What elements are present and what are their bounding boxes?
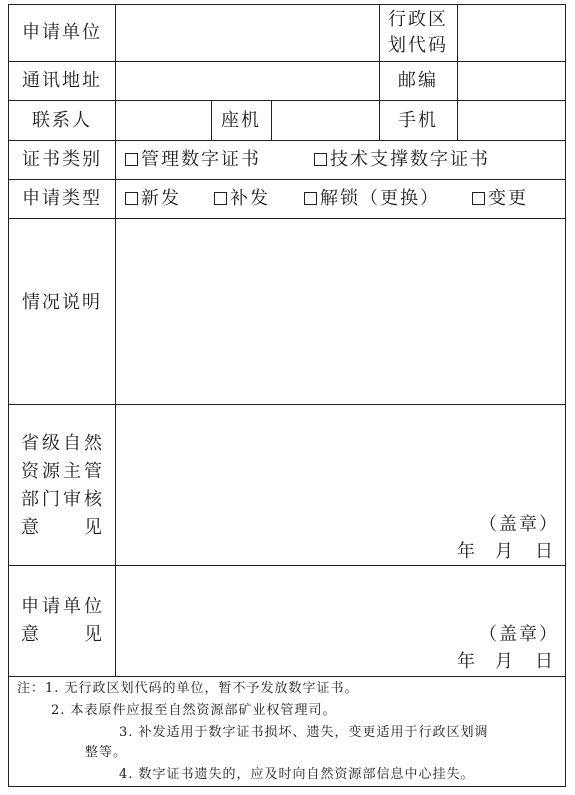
checkbox-label: 管理数字证书 bbox=[141, 149, 261, 170]
mobile-label: 手机 bbox=[398, 110, 438, 131]
contact-label: 联系人 bbox=[32, 110, 92, 131]
applicant-opinion-label bbox=[21, 593, 105, 649]
note-1: 注：1. 无行政区划代码的单位，暂不予发放数字证书。 bbox=[17, 681, 359, 696]
address-label: 通讯地址 bbox=[22, 70, 102, 91]
situation-label: 情况说明 bbox=[22, 292, 102, 313]
checkbox-box[interactable] bbox=[125, 153, 138, 166]
row-divider bbox=[9, 179, 565, 180]
checkbox-label: 新发 bbox=[141, 188, 181, 209]
checkbox-label: 解锁（更换） bbox=[320, 188, 440, 209]
checkbox-box[interactable] bbox=[314, 153, 327, 166]
review-label-line: 部门审核 bbox=[21, 489, 105, 510]
opinion-label-line: 申请单位 bbox=[21, 596, 105, 617]
applicant-field[interactable] bbox=[116, 5, 379, 61]
landline-field[interactable] bbox=[272, 101, 379, 140]
review-date bbox=[457, 541, 555, 563]
postcode-field[interactable] bbox=[458, 62, 565, 100]
note-3-continued: 整等。 bbox=[85, 745, 128, 760]
contact-field[interactable] bbox=[116, 101, 211, 140]
mobile-field[interactable] bbox=[458, 101, 565, 140]
opinion-label-line: 意 见 bbox=[21, 624, 105, 645]
admin-code-field[interactable] bbox=[458, 5, 565, 61]
checkbox-reissue[interactable] bbox=[214, 187, 270, 211]
checkbox-tech-support-cert[interactable] bbox=[314, 148, 490, 172]
landline-label: 座机 bbox=[221, 110, 261, 131]
checkbox-unlock-replace[interactable] bbox=[304, 187, 440, 211]
date-year: 年 bbox=[457, 541, 477, 562]
postcode-label: 邮编 bbox=[398, 70, 438, 91]
note-4: 4. 数字证书遗失的，应及时向自然资源部信息中心挂失。 bbox=[119, 767, 475, 782]
applicant-seal: （盖章） bbox=[479, 624, 559, 645]
date-month: 月 bbox=[495, 651, 515, 672]
review-label-line: 省级自然 bbox=[21, 433, 105, 454]
row-divider bbox=[9, 140, 565, 141]
cert-type-label: 证书类别 bbox=[22, 149, 102, 170]
checkbox-label: 补发 bbox=[230, 188, 270, 209]
checkbox-box[interactable] bbox=[125, 192, 138, 205]
date-year: 年 bbox=[457, 651, 477, 672]
checkbox-label: 技术支撑数字证书 bbox=[330, 149, 490, 170]
date-day: 日 bbox=[535, 651, 555, 672]
note-2: 2. 本表原件应报至自然资源部矿业权管理司。 bbox=[51, 703, 337, 718]
date-month: 月 bbox=[495, 541, 515, 562]
checkbox-label: 变更 bbox=[488, 188, 528, 209]
address-field[interactable] bbox=[116, 62, 379, 100]
checkbox-management-cert[interactable] bbox=[125, 148, 261, 172]
checkbox-box[interactable] bbox=[214, 192, 227, 205]
date-day: 日 bbox=[535, 541, 555, 562]
certificate-application-form bbox=[8, 4, 566, 787]
checkbox-new-issue[interactable] bbox=[125, 187, 181, 211]
note-3: 3. 补发适用于数字证书损坏、遗失，变更适用于行政区划调 bbox=[119, 725, 489, 740]
applicant-date bbox=[457, 651, 555, 673]
checkbox-box[interactable] bbox=[304, 192, 317, 205]
situation-field[interactable] bbox=[116, 219, 565, 404]
review-label-line: 意 见 bbox=[21, 517, 105, 538]
apply-type-label: 申请类型 bbox=[22, 188, 102, 209]
checkbox-box[interactable] bbox=[472, 192, 485, 205]
applicant-label: 申请单位 bbox=[22, 22, 102, 43]
admin-code-label-line2: 划代码 bbox=[388, 35, 448, 56]
admin-code-label-line1: 行政区 bbox=[388, 9, 448, 30]
row-divider bbox=[9, 676, 565, 677]
review-opinion-label bbox=[21, 430, 105, 542]
review-seal: （盖章） bbox=[479, 514, 559, 535]
checkbox-change[interactable] bbox=[472, 187, 528, 211]
review-label-line: 资源主管 bbox=[21, 461, 105, 482]
